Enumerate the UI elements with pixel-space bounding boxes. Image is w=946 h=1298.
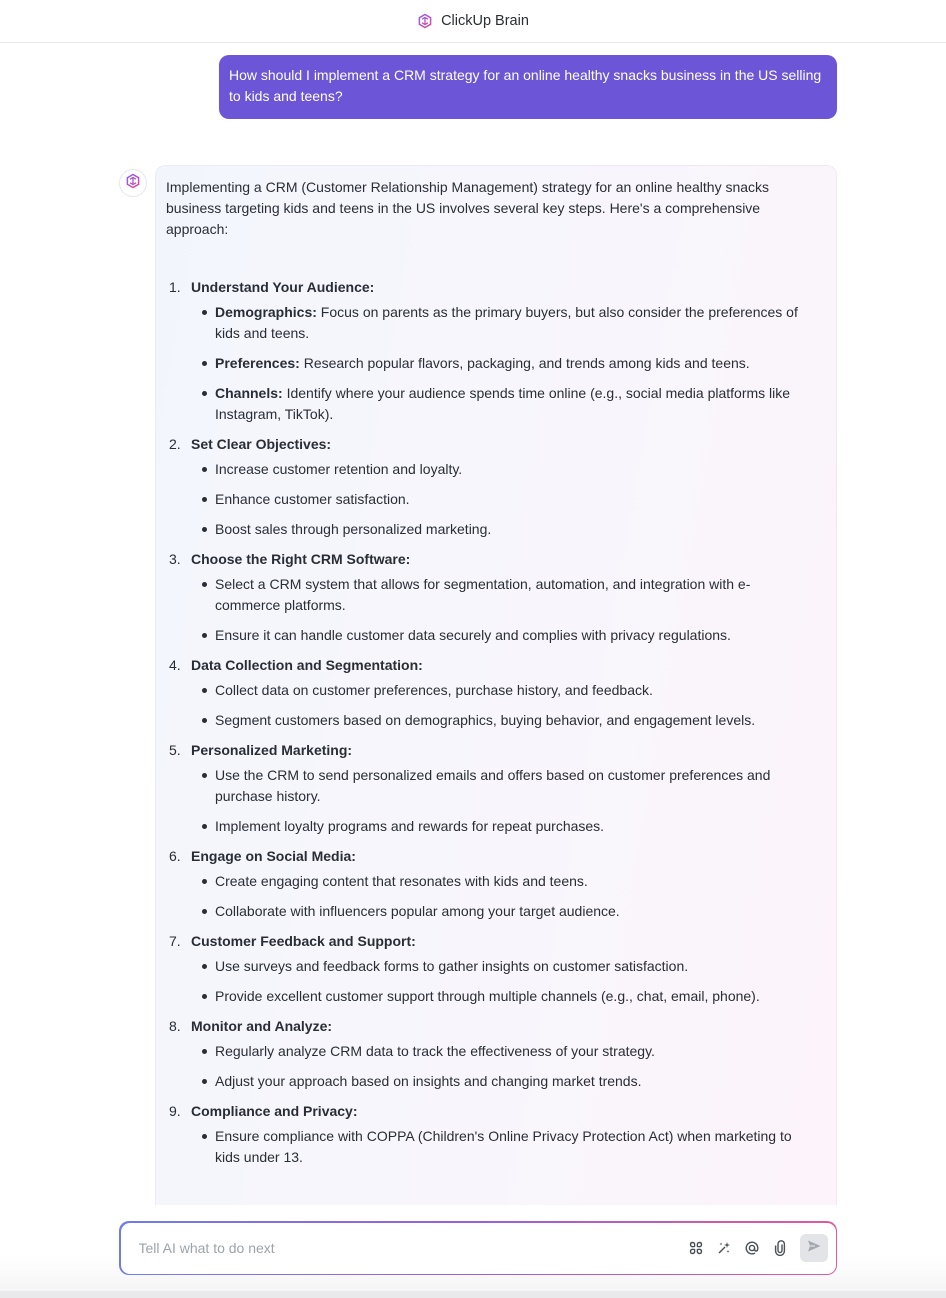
ai-sparkle-icon[interactable]: [714, 1238, 734, 1258]
step-number: 1.: [169, 279, 181, 295]
bullet-item: [191, 871, 826, 892]
bullet-text: Identify where your audience spends time online (e.g., social media platforms like Instagram, TikTok).: [215, 385, 791, 422]
step-title: Monitor and Analyze:: [191, 1018, 333, 1034]
bullet-item: [191, 519, 826, 540]
step-number: 7.: [169, 933, 181, 949]
bullet-label: Preferences:: [215, 355, 300, 371]
step-title: Compliance and Privacy:: [191, 1103, 358, 1119]
step-title: Set Clear Objectives:: [191, 436, 332, 452]
bullet-text: Ensure compliance with COPPA (Children's Online Privacy Protection Act) when marketing to kids under 13.: [215, 1128, 792, 1165]
step-number: 8.: [169, 1018, 181, 1034]
bullet-text: Collect data on customer preferences, purchase history, and feedback.: [215, 682, 653, 698]
send-icon: [806, 1238, 822, 1259]
app-header: [0, 0, 946, 43]
bullet-item: [191, 901, 826, 922]
strategy-step: [166, 434, 826, 540]
bullet-item: [191, 625, 826, 646]
step-bullets: [191, 574, 826, 646]
bullet-item: [191, 1041, 826, 1062]
strategy-step: [166, 846, 826, 922]
step-bullets: [191, 680, 826, 731]
step-bullets: [191, 459, 826, 540]
bullet-text: Focus on parents as the primary buyers, but also consider the preferences of kids and teens.: [215, 304, 798, 341]
strategy-step: [166, 1016, 826, 1092]
strategy-step: [166, 549, 826, 646]
send-button[interactable]: [800, 1234, 828, 1262]
step-bullets: [191, 1126, 826, 1168]
bullet-text: Use surveys and feedback forms to gather insights on customer satisfaction.: [215, 958, 689, 974]
bullet-item: [191, 459, 826, 480]
bullet-item: [191, 956, 826, 977]
step-title: Customer Feedback and Support:: [191, 933, 416, 949]
strategy-step: [166, 740, 826, 837]
bullet-text: Adjust your approach based on insights and changing market trends.: [215, 1073, 642, 1089]
bullet-text: Provide excellent customer support through multiple channels (e.g., chat, email, phone).: [215, 988, 760, 1004]
bullet-label: Channels:: [215, 385, 283, 401]
app-title: ClickUp Brain: [441, 13, 529, 29]
bullet-item: [191, 1071, 826, 1092]
bullet-item: [191, 1126, 826, 1168]
strategy-step: [166, 1101, 826, 1168]
strategy-step: [166, 655, 826, 731]
bullet-text: Ensure it can handle customer data securely and complies with privacy regulations.: [215, 627, 731, 643]
strategy-step: [166, 277, 826, 425]
step-bullets: [191, 765, 826, 837]
step-number: 4.: [169, 657, 181, 673]
user-message-bubble: [219, 55, 837, 119]
step-number: 3.: [169, 551, 181, 567]
bullet-item: [191, 489, 826, 510]
bullet-text: Use the CRM to send personalized emails and offers based on customer preferences and purchase history.: [215, 767, 771, 804]
step-title: Understand Your Audience:: [191, 279, 375, 295]
step-bullets: [191, 956, 826, 1007]
step-number: 2.: [169, 436, 181, 452]
bullet-item: [191, 574, 826, 616]
step-title: Personalized Marketing:: [191, 742, 353, 758]
step-bullets: [191, 1041, 826, 1092]
strategy-steps-list: [166, 277, 826, 1168]
apps-icon[interactable]: [686, 1238, 706, 1258]
bullet-item: [191, 383, 826, 425]
bottom-divider: [0, 1291, 946, 1298]
bullet-text: Create engaging content that resonates with kids and teens.: [215, 873, 588, 889]
bullet-item: [191, 710, 826, 731]
strategy-step: [166, 931, 826, 1007]
bullet-item: [191, 986, 826, 1007]
ai-response-card: [155, 165, 837, 1215]
clickup-brain-icon: [125, 173, 141, 194]
bullet-label: Demographics:: [215, 304, 317, 320]
bullet-text: Select a CRM system that allows for segmentation, automation, and integration with e-commerce platforms.: [215, 576, 751, 613]
step-title: Engage on Social Media:: [191, 848, 356, 864]
step-title: Data Collection and Segmentation:: [191, 657, 423, 673]
step-title: Choose the Right CRM Software:: [191, 551, 411, 567]
bullet-text: Enhance customer satisfaction.: [215, 491, 410, 507]
bullet-text: Research popular flavors, packaging, and trends among kids and teens.: [299, 355, 750, 371]
step-number: 9.: [169, 1103, 181, 1119]
bullet-item: [191, 680, 826, 701]
user-message-text: How should I implement a CRM strategy for an online healthy snacks business in the US selling to kids and teens?: [229, 67, 822, 104]
attachment-icon[interactable]: [770, 1238, 790, 1258]
bullet-item: [191, 353, 826, 374]
step-bullets: [191, 302, 826, 425]
bullet-item: [191, 302, 826, 344]
bullet-text: Increase customer retention and loyalty.: [215, 461, 463, 477]
mention-icon[interactable]: [742, 1238, 762, 1258]
bullet-item: [191, 816, 826, 837]
step-bullets: [191, 871, 826, 922]
ai-response-intro: Implementing a CRM (Customer Relationship Management) strategy for an online healthy snacks business targeting kids and teens in the US involves several key steps. Here's a comprehensive approach:: [166, 179, 770, 237]
bullet-text: Boost sales through personalized marketing.: [215, 521, 492, 537]
step-number: 6.: [169, 848, 181, 864]
bullet-item: [191, 765, 826, 807]
clickup-brain-icon: [417, 13, 433, 29]
composer-inner: [121, 1223, 836, 1274]
step-number: 5.: [169, 742, 181, 758]
bullet-text: Segment customers based on demographics, buying behavior, and engagement levels.: [215, 712, 756, 728]
bullet-text: Regularly analyze CRM data to track the effectiveness of your strategy.: [215, 1043, 655, 1059]
prompt-input[interactable]: [139, 1240, 678, 1256]
ai-avatar: [119, 169, 147, 197]
bullet-text: Collaborate with influencers popular among your target audience.: [215, 903, 620, 919]
bullet-text: Implement loyalty programs and rewards for repeat purchases.: [215, 818, 605, 834]
composer: [119, 1221, 837, 1275]
